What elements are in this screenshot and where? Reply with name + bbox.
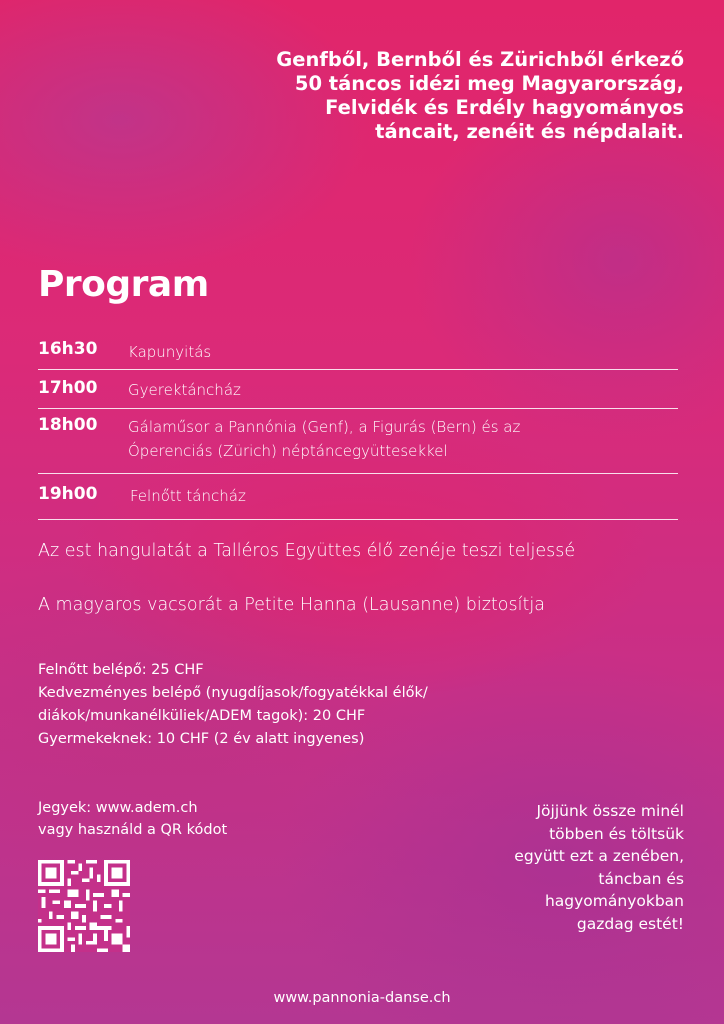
closing-line: Jöjjünk össze minél xyxy=(536,802,684,820)
schedule-row xyxy=(38,474,678,519)
price-line: Felnőtt belépő: 25 CHF xyxy=(38,662,204,678)
closing-line: többen és töltsük xyxy=(549,824,684,843)
schedule-event: Kapunyitás xyxy=(128,343,212,361)
price-line: diákok/munkanélküliek/ADEM tagok): 20 CHF xyxy=(38,708,366,724)
music-info: Az est hangulatát a Talléros Együttes élő zenéje teszi teljessé xyxy=(38,541,576,561)
closing-line: együtt ezt a zenében, xyxy=(514,847,684,865)
closing-line: hagyományokban xyxy=(544,892,684,910)
schedule-time: 17h00 xyxy=(38,378,98,398)
website-link[interactable]: www.pannonia-danse.ch xyxy=(273,990,451,1006)
schedule-divider xyxy=(38,519,678,520)
schedule-time: 16h30 xyxy=(38,339,98,359)
closing-message xyxy=(444,800,684,935)
schedule-time: 19h00 xyxy=(38,484,98,504)
schedule-row xyxy=(38,331,678,370)
closing-line: gazdag estét! xyxy=(576,914,684,933)
price-line: Kedvezményes belépő (nyugdíjasok/fogyatékkal élők/ xyxy=(38,685,428,701)
dinner-info: A magyaros vacsorát a Petite Hanna (Lausanne) biztosítja xyxy=(38,595,545,615)
program-schedule xyxy=(38,331,678,519)
schedule-time: 18h00 xyxy=(38,415,98,435)
headline xyxy=(214,48,684,144)
program-title: Program xyxy=(38,264,209,305)
schedule-event: Gyerektáncház xyxy=(128,381,241,399)
schedule-event: Felnőtt táncház xyxy=(130,487,246,505)
headline-line: Genfből, Bernből és Zürichből érkező xyxy=(276,48,684,71)
headline-line: Felvidék és Erdély hagyományos xyxy=(325,96,684,119)
schedule-event: Gálaműsor a Pannónia (Genf), a Figurás (Bern) és az Óperenciás (Zürich) néptáncegyüttesekkel xyxy=(128,418,521,460)
headline-line: táncait, zenéit és népdalait. xyxy=(375,120,684,143)
headline-line: 50 táncos idézi meg Magyarország, xyxy=(294,72,684,95)
price-list xyxy=(38,659,498,751)
schedule-row xyxy=(38,409,678,474)
schedule-row xyxy=(38,370,678,409)
ticket-info xyxy=(38,797,227,841)
closing-line: táncban és xyxy=(598,869,684,888)
qr-hint: vagy használd a QR kódot xyxy=(38,822,228,838)
qr-code[interactable] xyxy=(38,860,130,952)
price-line: Gyermekeknek: 10 CHF (2 év alatt ingyenes) xyxy=(38,731,365,747)
ticket-link[interactable]: Jegyek: www.adem.ch xyxy=(38,800,198,816)
